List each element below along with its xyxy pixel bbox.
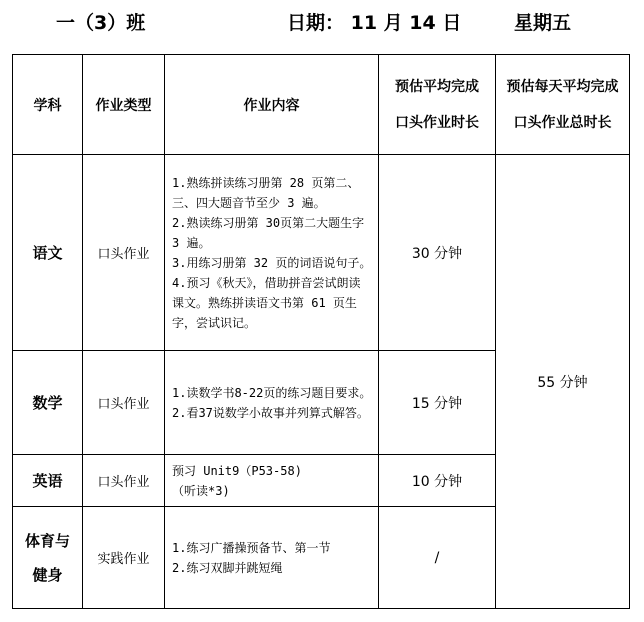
content-line: 4.预习《秋天》，借助拼音尝试朗读课文。熟练拼读语文书第 61 页生字，尝试识记。 xyxy=(172,275,361,330)
class-label: 一（3）班 xyxy=(56,12,146,34)
type-cell: 口头作业 xyxy=(83,351,165,455)
col-header-avg-time xyxy=(379,55,496,155)
content-line: （听读*3) xyxy=(172,483,230,498)
subject-chinese: 语文 xyxy=(13,155,83,351)
time-cell: 30 分钟 xyxy=(379,155,496,351)
col-header-type: 作业类型 xyxy=(83,55,165,155)
content-line: 2.熟读练习册第 30页第二大题生字 3 遍。 xyxy=(172,215,365,250)
col-header-content: 作业内容 xyxy=(165,55,379,155)
type-cell: 实践作业 xyxy=(83,507,165,609)
subject-pe xyxy=(13,507,83,609)
time-cell: 10 分钟 xyxy=(379,455,496,507)
total-time-cell: 55 分钟 xyxy=(496,155,630,609)
date-label: 日期： 11 月 14 日 xyxy=(287,12,462,34)
col-header-avg-time-line-1: 预估平均完成 xyxy=(395,78,479,95)
content-cell xyxy=(165,351,379,455)
col-header-subject: 学科 xyxy=(13,55,83,155)
homework-table xyxy=(12,54,630,609)
col-header-total-time-line-1: 预估每天平均完成 xyxy=(506,78,619,95)
col-header-avg-time-line-2: 口头作业时长 xyxy=(395,114,479,131)
subject-pe-line-1: 体育与 xyxy=(24,531,70,550)
time-cell: 15 分钟 xyxy=(379,351,496,455)
content-line: 3.用练习册第 32 页的词语说句子。 xyxy=(172,255,372,270)
weekday-label: 星期五 xyxy=(514,12,572,34)
subject-math: 数学 xyxy=(13,351,83,455)
col-header-total-time xyxy=(496,55,630,155)
type-cell: 口头作业 xyxy=(83,455,165,507)
table-row xyxy=(13,155,630,351)
page-header xyxy=(0,8,644,40)
subject-english: 英语 xyxy=(13,455,83,507)
col-header-total-time-line-2: 口头作业总时长 xyxy=(513,114,612,131)
content-line: 预习 Unit9（P53-58) xyxy=(172,463,302,478)
type-cell: 口头作业 xyxy=(83,155,165,351)
content-line: 2.看37说数学小故事并列算式解答。 xyxy=(172,405,369,420)
content-line: 1.熟练拼读练习册第 28 页第二、三、四大题音节至少 3 遍。 xyxy=(172,175,360,210)
content-cell xyxy=(165,455,379,507)
content-cell xyxy=(165,155,379,351)
content-line: 2.练习双脚并跳短绳 xyxy=(172,560,283,575)
subject-pe-line-2: 健身 xyxy=(32,565,63,584)
table-header-row xyxy=(13,55,630,155)
content-line: 1.读数学书8-22页的练习题目要求。 xyxy=(172,385,372,400)
time-cell: / xyxy=(379,507,496,609)
content-cell xyxy=(165,507,379,609)
content-line: 1.练习广播操预备节、第一节 xyxy=(172,540,331,555)
